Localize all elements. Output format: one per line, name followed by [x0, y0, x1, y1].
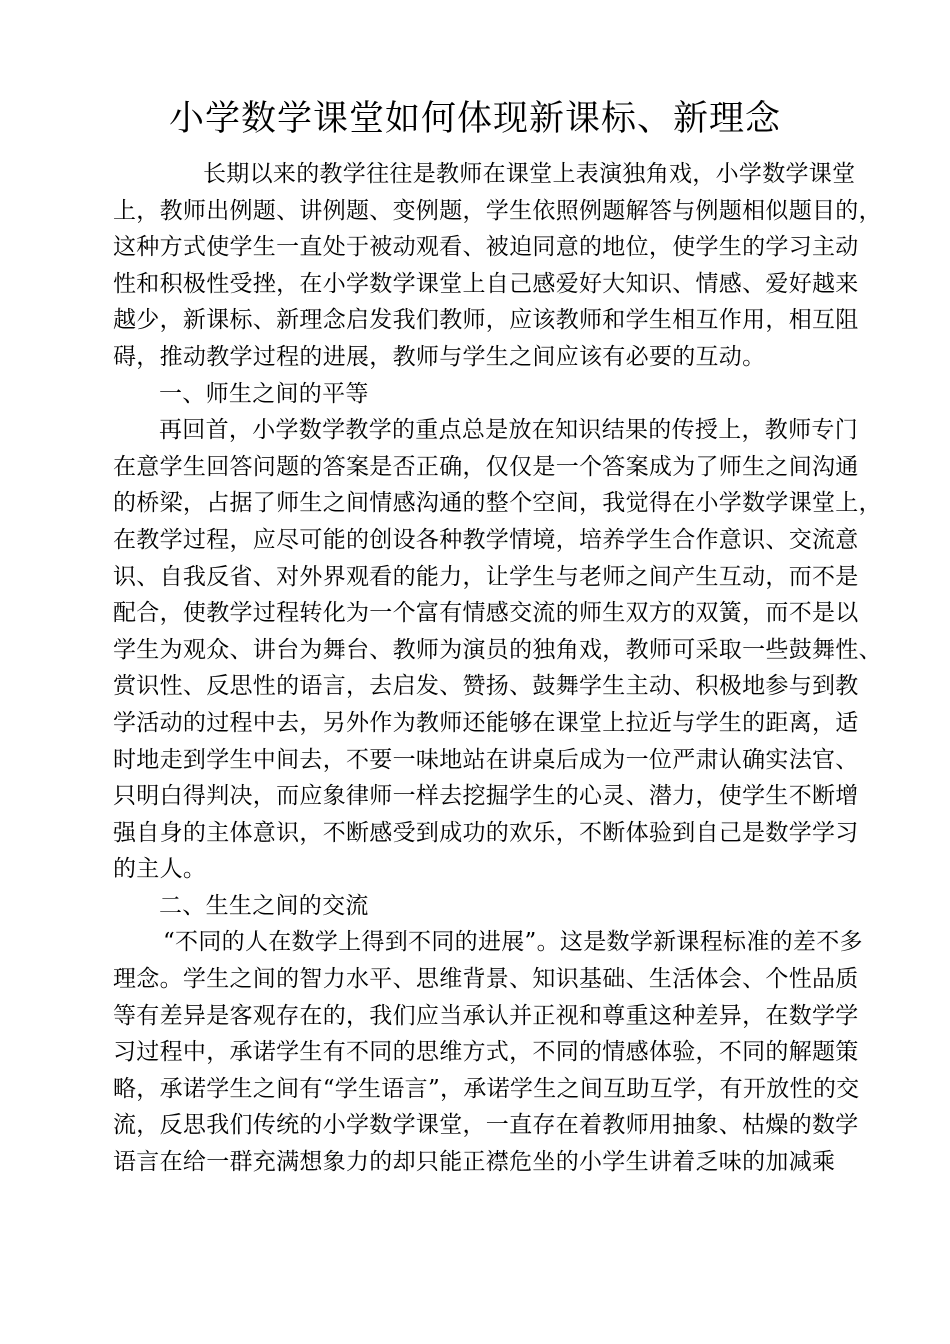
section-heading: 二、生生之间的交流: [159, 892, 369, 919]
paragraph-line: 性和积极性受挫，在小学数学课堂上自己感爱好大知识、情感、爱好越来: [113, 270, 859, 297]
section-heading: 一、师生之间的平等: [159, 380, 369, 407]
paragraph-line: 学生为观众、讲台为舞台、教师为演员的独角戏，教师可采取一些鼓舞性、: [113, 636, 882, 663]
paragraph-line: 略，承诺学生之间有“学生语言”，承诺学生之间互助互学，有开放性的交: [113, 1075, 860, 1102]
paragraph-line: 这种方式使学生一直处于被动观看、被迫同意的地位，使学生的学习主动: [113, 234, 859, 261]
document-body: [113, 156, 882, 1181]
paragraph-line: 等有差异是客观存在的，我们应当承认并正视和尊重这种差异，在数学学: [113, 1002, 859, 1029]
paragraph-line: 的桥梁，占据了师生之间情感沟通的整个空间，我觉得在小学数学课堂上，: [113, 490, 882, 517]
paragraph-line: 的主人。: [113, 856, 207, 883]
paragraph-line: 识、自我反省、对外界观看的能力，让学生与老师之间产生互动，而不是: [113, 563, 859, 590]
paragraph-line: 长期以来的教学往往是教师在课堂上表演独角戏，小学数学课堂: [203, 161, 856, 187]
paragraph-line: 再回首，小学数学教学的重点总是放在知识结果的传授上，教师专门: [159, 417, 858, 444]
paragraph-line: 时地走到学生中间去，不要一味地站在讲桌后成为一位严肃认确实法官、: [113, 746, 859, 773]
paragraph-line: 只明白得判决，而应象律师一样去挖掘学生的心灵、潜力，使学生不断增: [113, 783, 859, 810]
paragraph-line: 上，教师出例题、讲例题、变例题，学生依照例题解答与例题相似题目的，: [113, 197, 882, 224]
paragraph-line: 赏识性、反思性的语言，去启发、赞扬、鼓舞学生主动、积极地参与到教: [113, 673, 859, 700]
paragraph-line: 习过程中，承诺学生有不同的思维方式，不同的情感体验，不同的解题策: [113, 1039, 859, 1066]
paragraph-line: 越少，新课标、新理念启发我们教师，应该教师和学生相互作用，相互阻: [113, 307, 859, 334]
paragraph-line: 碍，推动教学过程的进展，教师与学生之间应该有必要的互动。: [113, 343, 766, 370]
paragraph-line: 理念。学生之间的智力水平、思维背景、知识基础、生活体会、个性品质: [113, 966, 859, 993]
paragraph-line: 在意学生回答问题的答案是否正确，仅仅是一个答案成为了师生之间沟通: [113, 453, 859, 480]
paragraph-line: 在教学过程，应尽可能的创设各种教学情境，培养学生合作意识、交流意: [113, 526, 859, 553]
paragraph-line: 配合，使教学过程转化为一个富有情感交流的师生双方的双簧，而不是以: [113, 600, 859, 627]
document-title: 小学数学课堂如何体现新课标、新理念: [168, 99, 781, 139]
paragraph-line: 流，反思我们传统的小学数学课堂，一直存在着教师用抽象、枯燥的数学: [113, 1112, 859, 1139]
paragraph-line: 强自身的主体意识，不断感受到成功的欢乐，不断体验到自己是数学学习: [113, 819, 859, 846]
paragraph-line: 语言在给一群充满想象力的却只能正襟危坐的小学生讲着乏味的加减乘: [113, 1149, 836, 1176]
paragraph-line: 学活动的过程中去，另外作为教师还能够在课堂上拉近与学生的距离，适: [113, 709, 859, 736]
paragraph-line: “不同的人在数学上得到不同的进展”。这是数学新课程标准的差不多: [163, 929, 863, 956]
